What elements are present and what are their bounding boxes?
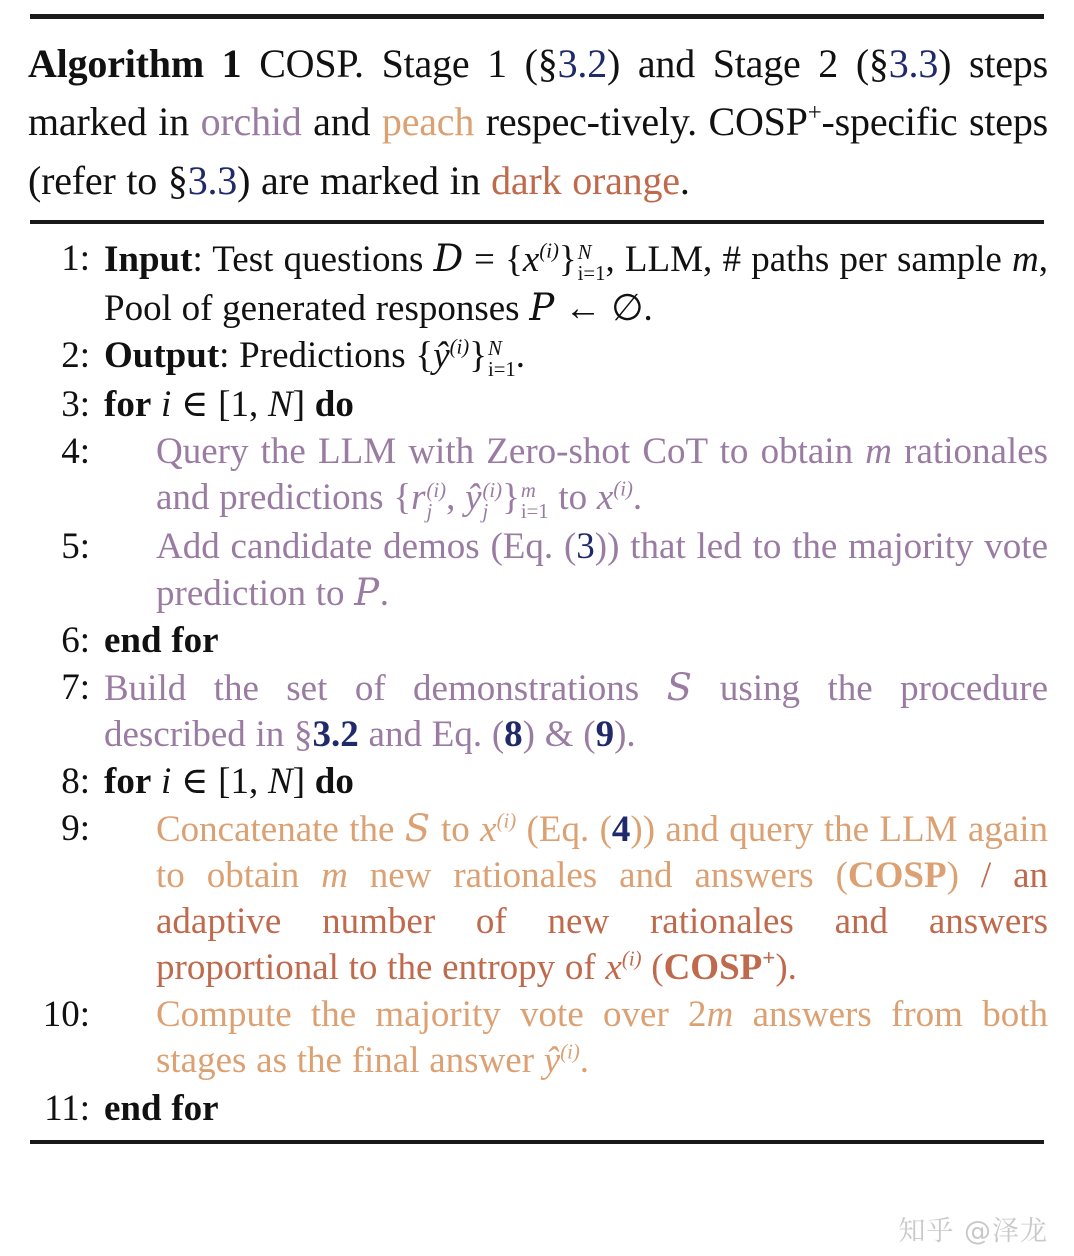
limits-r: (i) j bbox=[426, 479, 447, 523]
math-S: S bbox=[404, 807, 431, 851]
caption-cosp-plus: COSP+ bbox=[708, 99, 822, 145]
step-text: Concatenate the S to $x^{(i)}$ (Eq. (4)) and query the LLM again to obtain m new rationales and answers (COSP) / an adaptive number of new rationales and answers proportional to the entropy of $x^{(i)}$ (COSP+). bbox=[156, 807, 1049, 989]
math-m: m bbox=[706, 994, 734, 1036]
math-x: x bbox=[605, 947, 622, 989]
algorithm-caption bbox=[28, 35, 1048, 210]
step-text: Build the set of demonstrations S using the procedure described in §3.2 and Eq. (8) & (9). bbox=[104, 665, 1048, 756]
plus-superscript: + bbox=[762, 946, 776, 972]
step-5 bbox=[28, 524, 1048, 617]
step-number: 10: bbox=[42, 994, 90, 1036]
step-text: Compute the majority vote over 2m answers from both stages as the final answer $ŷ^{(i)}$. bbox=[156, 994, 1049, 1082]
caption-stage1: Stage 1 (§ bbox=[381, 41, 558, 86]
caption-stage2-open: (§ bbox=[855, 41, 889, 86]
caption-respectively: respec-tively. bbox=[474, 99, 697, 145]
equation-ref-3[interactable]: 3 bbox=[576, 525, 595, 567]
step-number: 3: bbox=[61, 383, 90, 425]
math-m: m bbox=[1012, 239, 1039, 281]
caption-and: and bbox=[301, 99, 382, 145]
math-i: i bbox=[151, 383, 182, 425]
superscript-i: (i) bbox=[449, 336, 470, 359]
tag-cosp: COSP bbox=[847, 855, 947, 897]
step-text: Input: Test questions $D = \{x^{(i)}\}$ N i=1 , LLM, # paths per sample m, Pool of generated responses P ← ∅. bbox=[104, 237, 1048, 329]
tag-cosp-plus: COSP+ bbox=[663, 946, 776, 989]
step-number: 11: bbox=[44, 1087, 90, 1129]
math-N: N bbox=[268, 761, 293, 803]
math-y-hat: ŷ bbox=[433, 335, 450, 377]
caption-after-ref1: ) and Stage 2 bbox=[607, 41, 839, 86]
caption-word-orchid: orchid bbox=[200, 99, 302, 145]
math-D: D bbox=[433, 237, 464, 281]
step-text: for i ∈ [1, N] do bbox=[104, 761, 354, 803]
superscript-i: (i) bbox=[613, 478, 633, 501]
section-ref-3-3-b[interactable]: 3.3 bbox=[187, 157, 238, 203]
math-y-hat: ŷ bbox=[543, 1040, 561, 1082]
step-number: 7: bbox=[61, 666, 90, 708]
step-1 bbox=[28, 236, 1048, 332]
step-2 bbox=[28, 333, 1048, 381]
equation-ref-4[interactable]: 4 bbox=[611, 809, 631, 851]
math-N: N bbox=[268, 383, 293, 425]
step-11 bbox=[28, 1086, 1048, 1132]
limits-y: (i) j bbox=[482, 479, 503, 523]
caption-word-peach: peach bbox=[381, 99, 475, 145]
keyword-for: for bbox=[104, 383, 152, 425]
math-x: x bbox=[522, 239, 540, 281]
math-m: m bbox=[865, 430, 892, 472]
step-7 bbox=[28, 665, 1048, 758]
step-8 bbox=[28, 759, 1048, 805]
rule-bottom bbox=[30, 1140, 1044, 1144]
step-text: end for bbox=[104, 1087, 219, 1129]
caption-word-dark-orange: dark orange bbox=[491, 157, 680, 203]
step-number: 8: bbox=[61, 761, 90, 803]
math-y-hat: ŷ bbox=[465, 476, 482, 518]
keyword-do: do bbox=[314, 383, 354, 425]
step-6 bbox=[28, 618, 1048, 664]
equation-ref-8[interactable]: 8 bbox=[504, 714, 523, 756]
superscript-i: (i) bbox=[621, 949, 642, 972]
keyword-for: for bbox=[104, 761, 152, 803]
limits-N-i1: N i=1 bbox=[577, 241, 606, 285]
caption-after-ref2: ) steps marked in bbox=[28, 41, 1048, 145]
step-3 bbox=[28, 382, 1048, 428]
math-S: S bbox=[666, 665, 693, 709]
input-label: Input bbox=[104, 239, 193, 281]
step-number: 9: bbox=[61, 808, 90, 850]
output-label: Output bbox=[104, 335, 220, 377]
section-ref-3-3-a[interactable]: 3.3 bbox=[888, 41, 939, 86]
algorithm-steps bbox=[28, 236, 1048, 1131]
caption-period: . bbox=[679, 157, 690, 203]
step-number: 6: bbox=[61, 619, 90, 661]
superscript-i: (i) bbox=[539, 240, 559, 263]
watermark: 知乎 @泽龙 bbox=[898, 1216, 1048, 1247]
math-x: x bbox=[596, 476, 614, 518]
rule-top bbox=[30, 14, 1044, 19]
caption-specific: -specific steps (refer to § bbox=[28, 99, 1048, 203]
math-i: i bbox=[151, 761, 182, 803]
math-P: P bbox=[354, 570, 380, 614]
math-m: m bbox=[321, 855, 348, 897]
caption-name: COSP. bbox=[259, 41, 364, 86]
keyword-do: do bbox=[314, 761, 354, 803]
limits-m-i1: m i=1 bbox=[520, 479, 549, 523]
section-ref-3-2[interactable]: 3.2 bbox=[557, 41, 607, 86]
step-text: Add candidate demos (Eq. (3)) that led to the majority vote prediction to P. bbox=[156, 525, 1048, 614]
step-number: 4: bbox=[61, 430, 90, 472]
algorithm-label: Algorithm 1 bbox=[28, 41, 242, 86]
step-number: 1: bbox=[61, 238, 90, 280]
step-text: end for bbox=[104, 619, 219, 661]
step-10 bbox=[28, 992, 1048, 1084]
step-text: Query the LLM with Zero-shot CoT to obtain m rationales and predictions {r (i) j , ŷ (i) j } m i=1 to $x^{(i)}$. bbox=[156, 430, 1049, 523]
step-4 bbox=[28, 429, 1048, 523]
step-number: 2: bbox=[61, 335, 90, 377]
caption-after-ref3: ) are marked in bbox=[237, 157, 492, 203]
math-x: x bbox=[480, 809, 497, 851]
superscript-i: (i) bbox=[496, 810, 517, 833]
math-P: P bbox=[529, 285, 555, 329]
step-text: for i ∈ [1, N] do bbox=[104, 383, 354, 425]
step-text: Output: Predictions $\{ŷ^{(i)}\}$ N i=1 . bbox=[104, 335, 526, 381]
step-9 bbox=[28, 806, 1048, 991]
math-r: r bbox=[411, 476, 426, 518]
rule-middle bbox=[30, 220, 1044, 224]
superscript-i: (i) bbox=[560, 1042, 580, 1065]
plus-superscript: + bbox=[807, 100, 822, 128]
section-ref-3-2[interactable]: 3.2 bbox=[312, 714, 359, 756]
equation-ref-9[interactable]: 9 bbox=[595, 714, 615, 756]
step-number: 5: bbox=[61, 525, 90, 567]
limits-N-i1: N i=1 bbox=[487, 337, 516, 381]
